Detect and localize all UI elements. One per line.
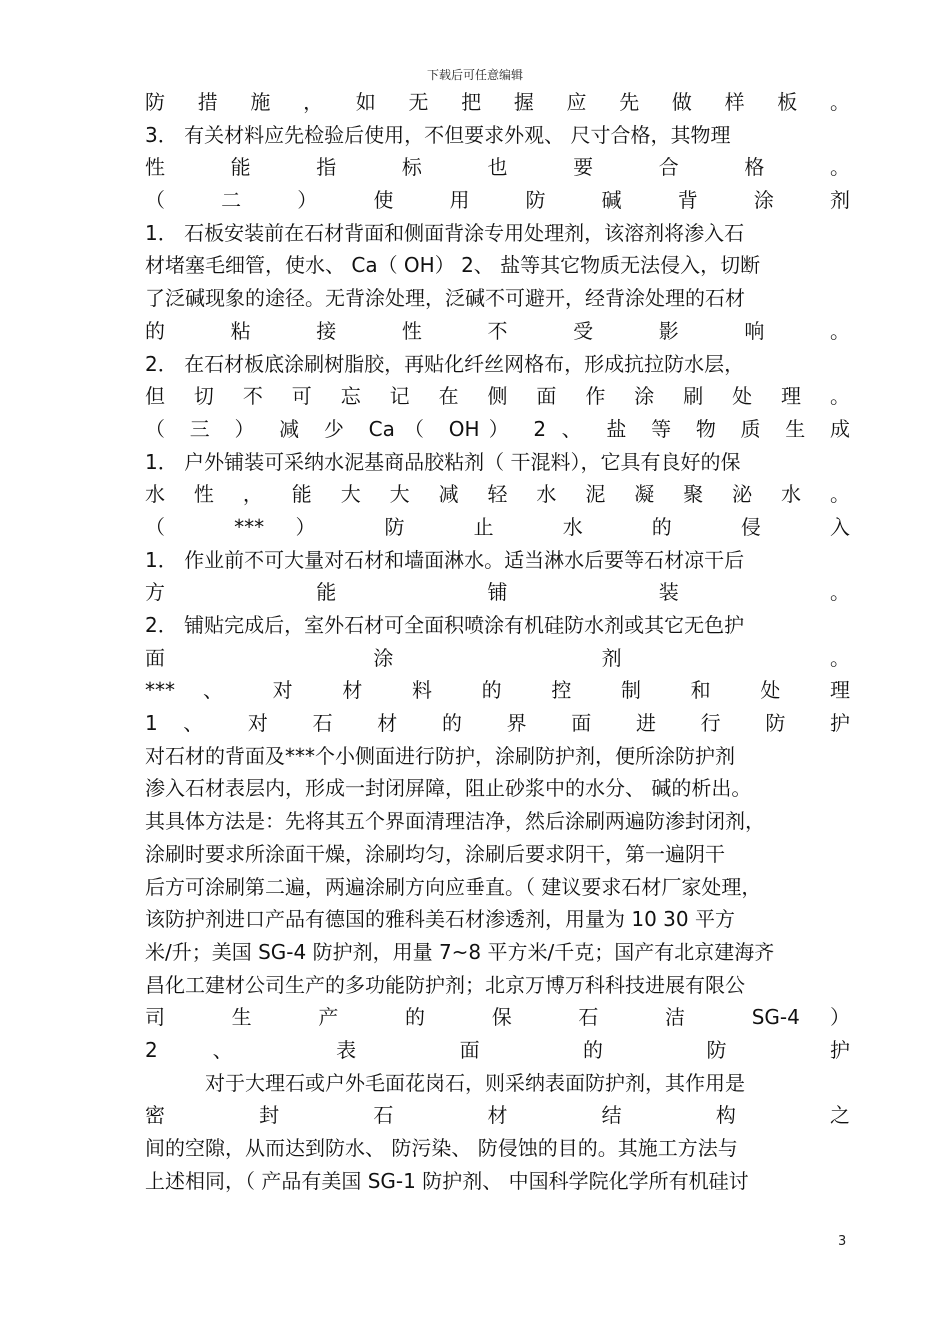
text-line: （ 三 ） 减 少 Ca（ OH） 2 、 盐 等 物 质 生 成: [145, 416, 850, 441]
document-body: [145, 86, 850, 1197]
text-line: （ ***） 防 止 水 的 侵 入: [145, 514, 850, 539]
text-line: 2． 铺贴完成后，室外石材可全面积喷涂有机硅防水剂或其它无色护: [145, 613, 745, 637]
text-line: 昌化工建材公司生产的多功能防护剂；北京万博万科科技进展有限公: [145, 972, 745, 997]
text-line: 材堵塞毛细管，使水、 Ca（ OH） 2、 盐等其它物质无法侵入，切断: [145, 253, 761, 278]
text-line: 该防护剂进口产品有德国的雅科美石材渗透剂，用量为 10 30 平方: [145, 907, 735, 932]
text-line: 1． 石板安装前在石材背面和侧面背涂专用处理剂，该溶剂将渗入石: [145, 220, 745, 245]
page-number: 3: [838, 1234, 847, 1249]
text-line: 防 措 施 ， 如 无 把 握 应 先 做 样 板 。: [145, 90, 850, 114]
text-line: 1 、 对 石 材 的 界 面 进 行 防 护: [145, 711, 850, 736]
text-line: 1． 户外铺装可采纳水泥基商品胶粘剂（ 干混料），它具有良好的保: [145, 449, 741, 474]
text-line: 的 粘 接 性 不 受 影 响 。: [145, 318, 850, 343]
text-line: 渗入石材表层内，形成一封闭屏障，阻止砂浆中的水分、 碱的析出。: [145, 776, 752, 801]
text-line: 对石材的背面及***个小侧面进行防护，涂刷防护剂，便所涂防护剂: [145, 743, 735, 768]
text-line: 2 、 表 面 的 防 护: [145, 1037, 850, 1062]
text-line: 密 封 石 材 结 构 之: [145, 1103, 850, 1128]
text-line: 3． 有关材料应先检验后使用，不但要求外观、 尺寸合格，其物理: [145, 122, 731, 147]
text-line: 间的空隙，从而达到防水、 防污染、 防侵蚀的目的。其施工方法与: [145, 1136, 738, 1160]
text-line: 性 能 指 标 也 要 合 格 。: [145, 155, 850, 180]
text-line: 后方可涂刷第二遍，两遍涂刷方向应垂直。（ 建议要求石材厂家处理，: [145, 874, 762, 899]
text-line: （ 二 ） 使 用 防 碱 背 涂 剂: [145, 188, 850, 213]
text-line: 米/升；美国 SG-4 防护剂，用量 7~8 平方米/千克；国产有北京建海齐: [145, 939, 775, 964]
text-line: 司 生 产 的 保 石 洁 SG-4）: [145, 1005, 850, 1030]
text-line: *** 、 对 材 料 的 控 制 和 处 理: [145, 678, 850, 703]
text-line: 水 性 ， 能 大 大 减 轻 水 泥 凝 聚 泌 水 。: [145, 482, 850, 507]
text-line: 其具体方法是：先将其五个界面清理洁净，然后涂刷两遍防渗封闭剂，: [145, 809, 765, 834]
text-line: 方 能 铺 装 。: [145, 580, 850, 605]
text-line: 但 切 不 可 忘 记 在 侧 面 作 涂 刷 处 理 。: [145, 384, 850, 409]
text-line: 上述相同，（ 产品有美国 SG-1 防护剂、 中国科学院化学所有机硅讨: [145, 1168, 749, 1193]
text-line: 2． 在石材板底涂刷树脂胶，再贴化纤丝网格布，形成抗拉防水层，: [145, 351, 745, 376]
text-line: 对于大理石或户外毛面花岗石，则采纳表面防护剂，其作用是: [205, 1070, 745, 1095]
text-line: 涂刷时要求所涂面干燥，涂刷均匀，涂刷后要求阴干，第一遍阴干: [145, 841, 725, 866]
text-line: 了泛碱现象的途径。无背涂处理，泛碱不可避开，经背涂处理的石材: [145, 286, 745, 311]
page-header-note: 下载后可任意编辑: [426, 68, 523, 82]
text-line: 面 涂 剂 。: [145, 645, 850, 670]
text-line: 1． 作业前不可大量对石材和墙面淋水。适当淋水后要等石材凉干后: [145, 547, 745, 572]
